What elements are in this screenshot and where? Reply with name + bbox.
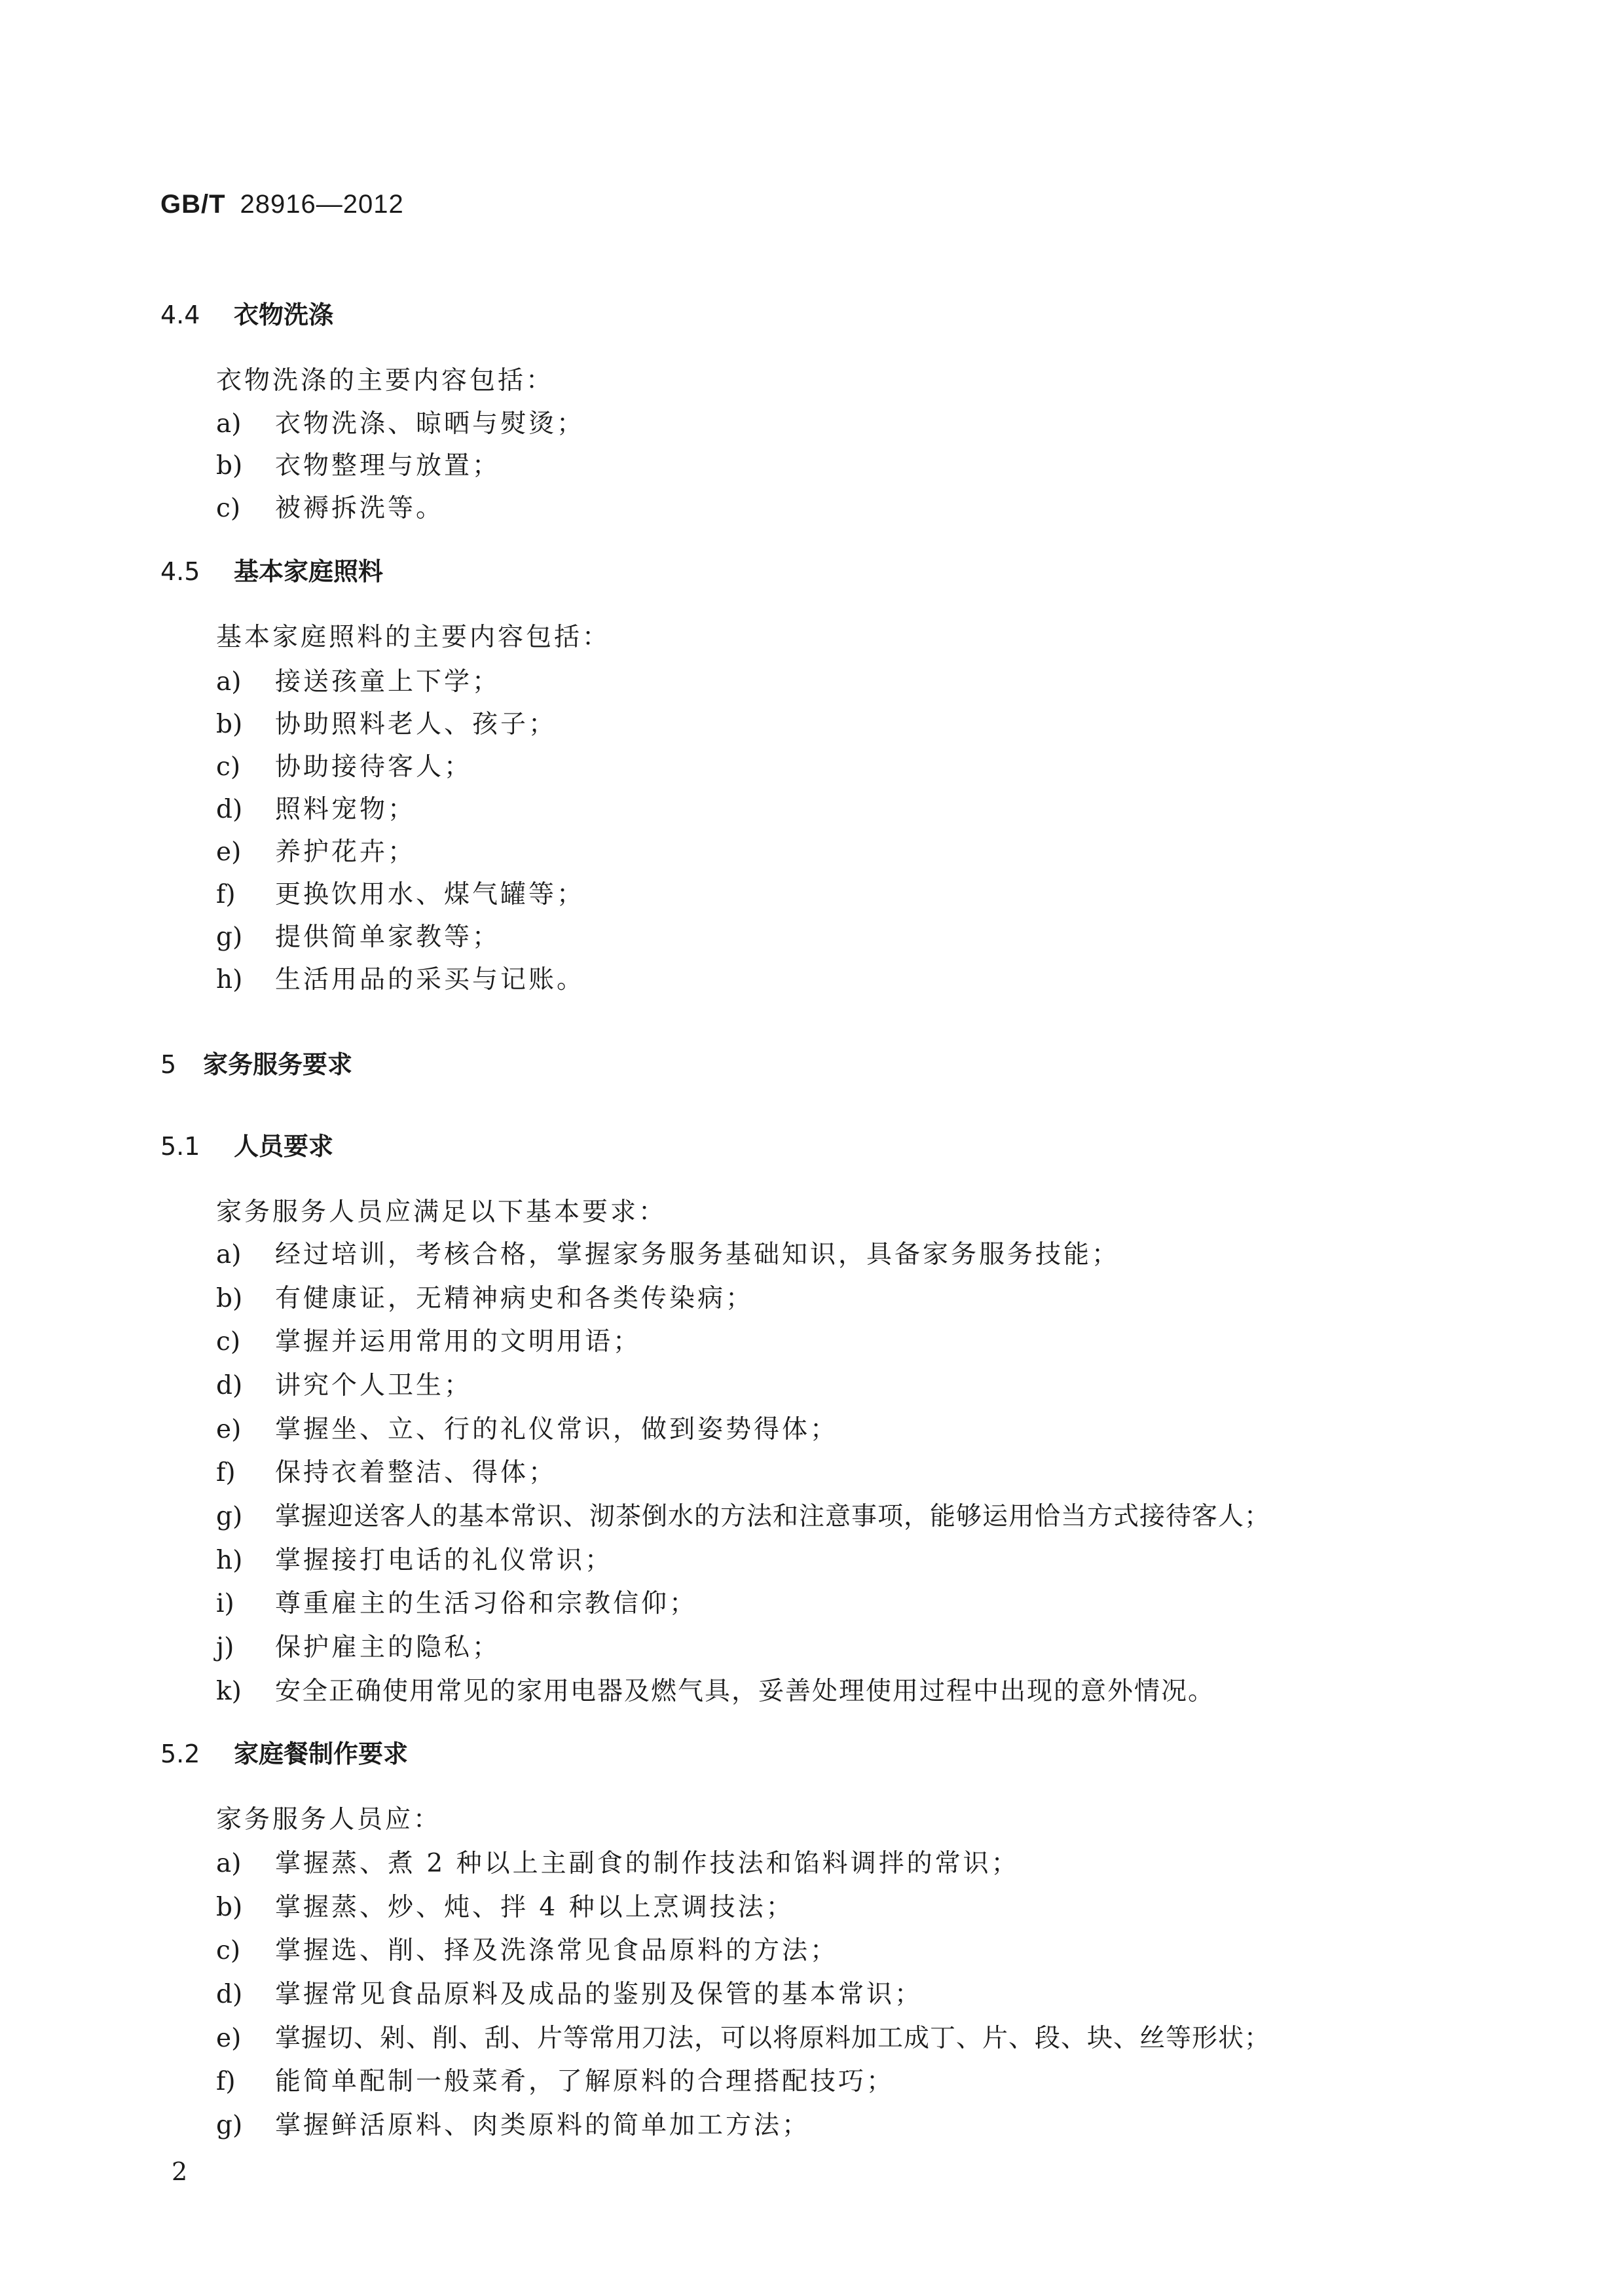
list-item: j) 保护雇主的隐私； <box>216 1633 501 1662</box>
page-number: 2 <box>172 2157 188 2186</box>
list-item: h) 生活用品的采买与记账。 <box>216 965 585 994</box>
list-item: b) 衣物整理与放置； <box>216 451 501 481</box>
list-item: g) 提供简单家教等； <box>216 922 501 952</box>
list-item: k) 安全正确使用常见的家用电器及燃气具，妥善处理使用过程中出现的意外情况。 <box>216 1677 1215 1706</box>
list-item: e) 掌握切、剁、削、刮、片等常用刀法，可以将原料加工成丁、片、段、块、丝等形状； <box>216 2024 1271 2053</box>
section-heading-5-1 <box>160 1126 333 1162</box>
chapter-number: 5 <box>160 1050 177 1079</box>
section-intro: 衣物洗涤的主要内容包括： <box>216 366 555 395</box>
list-item: d) 讲究个人卫生； <box>216 1371 473 1400</box>
section-heading-5-2 <box>160 1734 408 1770</box>
list-item: c) 掌握选、削、择及洗涤常见食品原料的方法； <box>216 1936 839 1965</box>
section-title: 家庭餐制作要求 <box>234 1740 409 1768</box>
section-number: 5.1 <box>160 1132 200 1161</box>
standard-number: 28916—2012 <box>240 190 404 219</box>
chapter-title: 家务服务要求 <box>203 1050 353 1079</box>
list-item: a) 掌握蒸、煮 2 种以上主副食的制作技法和馅料调拌的常识； <box>216 1849 1020 1878</box>
section-intro: 家务服务人员应满足以下基本要求： <box>216 1197 667 1227</box>
section-intro: 基本家庭照料的主要内容包括： <box>216 623 611 652</box>
list-item: c) 被褥拆洗等。 <box>216 494 445 523</box>
section-title: 衣物洗涤 <box>234 301 334 329</box>
list-item: f) 更换饮用水、煤气罐等； <box>216 880 585 909</box>
section-number: 4.4 <box>160 301 200 329</box>
section-heading-4-4 <box>160 295 333 331</box>
list-item: e) 养护花卉； <box>216 837 416 867</box>
list-item: b) 协助照料老人、孩子； <box>216 710 557 739</box>
list-item: h) 掌握接打电话的礼仪常识； <box>216 1546 614 1575</box>
section-title: 人员要求 <box>234 1132 334 1161</box>
list-item: a) 衣物洗涤、晾晒与熨烫； <box>216 409 585 439</box>
section-number: 4.5 <box>160 557 200 586</box>
standard-code: GB/T <box>160 190 226 219</box>
list-item: g) 掌握迎送客人的基本常识、沏茶倒水的方法和注意事项，能够运用恰当方式接待客人； <box>216 1502 1271 1531</box>
section-intro: 家务服务人员应： <box>216 1805 442 1834</box>
list-item: d) 掌握常见食品原料及成品的鉴别及保管的基本常识； <box>216 1980 923 2009</box>
list-item: g) 掌握鲜活原料、肉类原料的简单加工方法； <box>216 2111 811 2140</box>
list-item: e) 掌握坐、立、行的礼仪常识，做到姿势得体； <box>216 1415 839 1444</box>
section-number: 5.2 <box>160 1740 200 1768</box>
chapter-heading-5 <box>160 1044 352 1080</box>
list-item: b) 掌握蒸、炒、炖、拌 4 种以上烹调技法； <box>216 1893 794 1922</box>
list-item: d) 照料宠物； <box>216 795 416 824</box>
standard-header <box>160 190 404 219</box>
list-item: i) 尊重雇主的生活习俗和宗教信仰； <box>216 1589 698 1618</box>
list-item: c) 协助接待客人； <box>216 752 473 782</box>
list-item: f) 能简单配制一般菜肴，了解原料的合理搭配技巧； <box>216 2067 895 2096</box>
list-item: c) 掌握并运用常用的文明用语； <box>216 1327 642 1357</box>
list-item: f) 保持衣着整洁、得体； <box>216 1458 557 1487</box>
list-item: b) 有健康证，无精神病史和各类传染病； <box>216 1284 754 1313</box>
list-item: a) 接送孩童上下学； <box>216 667 501 697</box>
list-item: a) 经过培训，考核合格，掌握家务服务基础知识，具备家务服务技能； <box>216 1240 1120 1269</box>
section-heading-4-5 <box>160 551 383 587</box>
section-title: 基本家庭照料 <box>234 557 384 586</box>
